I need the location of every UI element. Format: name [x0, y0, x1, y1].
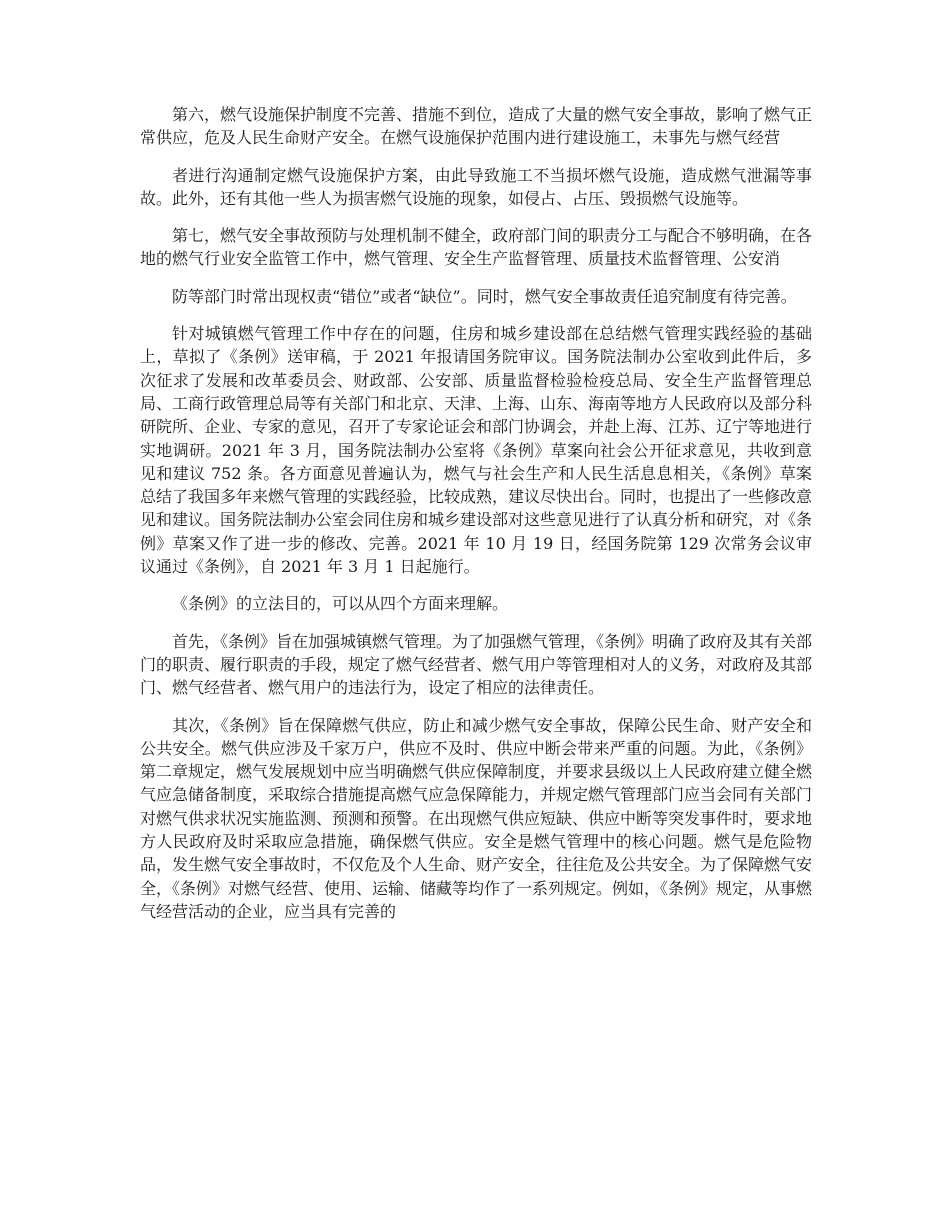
paragraph-8: 其次，《条例》旨在保障燃气供应，防止和减少燃气安全事故，保障公民生命、财产安全和公共安全。燃气供应涉及千家万户，供应不及时、供应中断会带来严重的问题。为此，《条例》第二章规定，燃气发展规划中应当明确燃气供应保障制度，并要求县级以上人民政府建立健全燃气应急储备制度，采取综合措施提高燃气应急保障能力，并规定燃气管理部门应当会同有关部门对燃气供求状况实施监测、预测和预警。在出现燃气供应短缺、供应中断等突发事件时，要求地方人民政府及时采取应急措施，确保燃气供应。安全是燃气管理中的核心问题。燃气是危险物品，发生燃气安全事故时，不仅危及个人生命、财产安全，往往危及公共安全。为了保障燃气安全，《条例》对燃气经营、使用、运输、储藏等均作了一系列规定。例如，《条例》规定，从事燃气经营活动的企业，应当具有完善的 — [140, 715, 813, 921]
paragraph-5: 针对城镇燃气管理工作中存在的问题，住房和城乡建设部在总结燃气管理实践经验的基础上，草拟了《条例》送审稿，于 2021 年报请国务院审议。国务院法制办公室收到此件后，多次征求了发展和改革委员会、财政部、公安部、质量监督检验检疫总局、安全生产监督管理总局、工商行政管理总局等有关部门和北京、天津、上海、山东、海南等地方人民政府以及部分科研院所、企业、专家的意见，召开了专家论证会和部门协调会，并赴上海、江苏、辽宁等地进行实地调研。2021 年 3 月，国务院法制办公室将《条例》草案向社会公开征求意见，共收到意见和建议 752 条。各方面意见普遍认为，燃气与社会生产和人民生活息息相关，《条例》草案总结了我国多年来燃气管理的实践经验，比较成熟，建议尽快出台。同时，也提出了一些修改意见和建议。国务院法制办公室会同住房和城乡建设部对这些意见进行了认真分析和研究，对《条例》草案又作了进一步的修改、完善。2021 年 10 月 19 日，经国务院第 129 次常务会议审议通过《条例》，自 2021 年 3 月 1 日起施行。 — [140, 324, 813, 577]
paragraph-4: 防等部门时常出现权责“错位”或者“缺位”。同时，燃气安全事故责任追究制度有待完善。 — [172, 286, 797, 306]
paragraph-3: 第七，燃气安全事故预防与处理机制不健全，政府部门间的职责分工与配合不够明确，在各地的燃气行业安全监管工作中，燃气管理、安全生产监督管理、质量技术监督管理、公安消 — [140, 226, 813, 269]
paragraph-6: 《条例》的立法目的，可以从四个方面来理解。 — [172, 594, 509, 614]
paragraph-2: 者进行沟通制定燃气设施保护方案，由此导致施工不当损坏燃气设施，造成燃气泄漏等事故。此外，还有其他一些人为损害燃气设施的现象，如侵占、占压、毁损燃气设施等。 — [140, 165, 812, 208]
paragraph-1: 第六，燃气设施保护制度不完善、措施不到位，造成了大量的燃气安全事故，影响了燃气正常供应，危及人民生命财产安全。在燃气设施保护范围内进行建设施工，未事先与燃气经营 — [140, 105, 813, 148]
document-page — [140, 103, 812, 937]
paragraph-7: 首先，《条例》旨在加强城镇燃气管理。为了加强燃气管理，《条例》明确了政府及其有关部门的职责、履行职责的手段，规定了燃气经营者、燃气用户等管理相对人的义务，对政府及其部门、燃气经营者、燃气用户的违法行为，设定了相应的法律责任。 — [140, 631, 813, 698]
